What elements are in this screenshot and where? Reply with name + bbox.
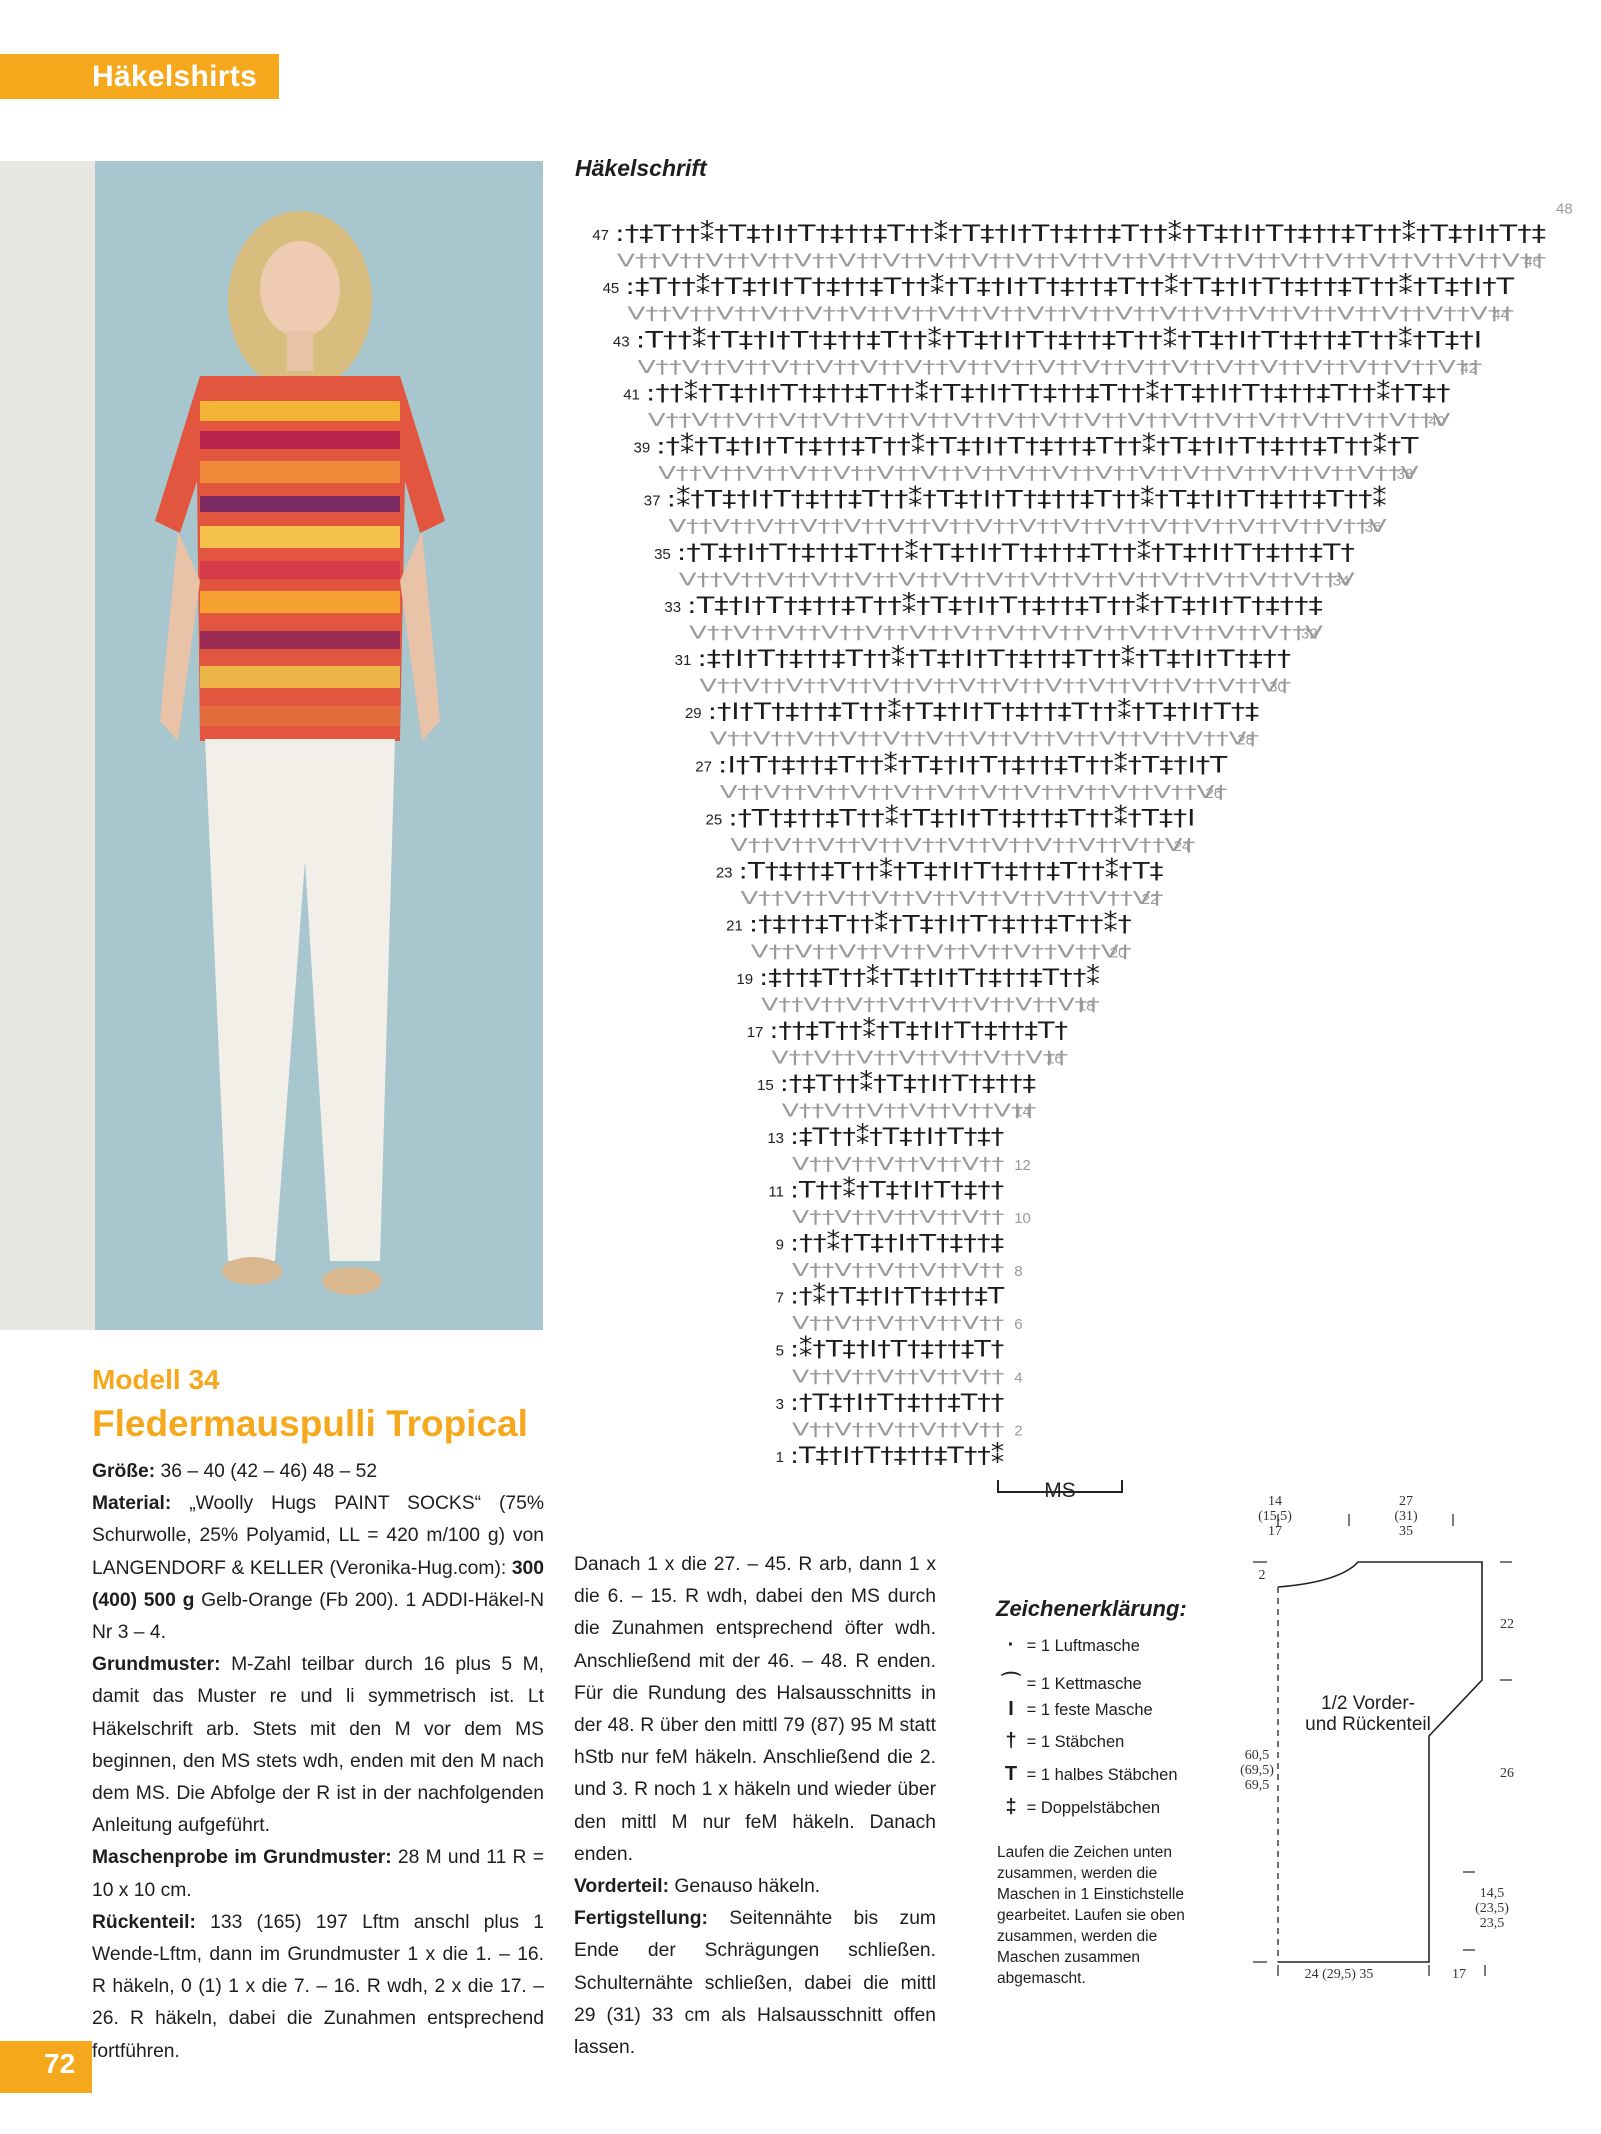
chart-stitch-row: :T‡†I†T†‡††‡T††⁑†T‡†I†T†‡††‡T††⁑†T‡†I†T†‡††‡ [687,593,1174,619]
chart-left-row-number: 7 [775,1289,784,1307]
chart-left-row-number: 23 [715,864,733,882]
chart-stitch-row: :††⁑†T‡†I†T†‡††‡T††⁑†T‡†I†T†‡††‡T††⁑†T‡†I†T†‡††‡T††⁑†T‡† [645,381,1270,407]
schem-bottom-width: 24 (29,5) 35 [1304,1967,1374,1982]
chart-title: Häkelschrift [575,155,707,181]
material-amount: 300 (400) 500 g [92,1557,544,1611]
schem-bottom-right: 17 [1452,1967,1466,1982]
crochet-chart [565,190,1573,1510]
chart-stitch-row: :†⁑†T‡†I†T†‡††‡T††⁑†T‡†I†T†‡††‡T††⁑†T‡†I†T†‡††‡T††⁑†T [656,434,1247,460]
chart-left-row-number: 3 [775,1395,784,1413]
size-paragraph [92,1456,544,1488]
material-text: „Woolly Hugs PAINT SOCKS“ (75% Schurwolle, 25% Polyamid, LL = 420 m/100 g) von LANGENDORF & KELLER (Veronika-Hug.com): [92,1493,544,1579]
chart-right-row-number: 22 [1141,891,1159,909]
chart-left-row-number: 29 [684,705,702,723]
size-text: 36 – 40 (42 – 46) 48 – 52 [155,1461,378,1482]
chart-right-row-number: 34 [1332,572,1350,590]
chart-stitch-row-even: ᐯ††ᐯ††ᐯ††ᐯ††ᐯ††ᐯ†† [781,1100,1037,1122]
material-paragraph [92,1488,544,1649]
chart-left-row-number: 1 [775,1449,784,1466]
legend-label: = 1 Kettmasche [1026,1675,1142,1693]
chart-stitch-rows [612,221,1546,1469]
back-text: 133 (165) 197 Lftm anschl plus 1 Wende-Lftm, dann im Grundmuster 1 x die 1. – 16. R häkeln, 0 (1) 1 x die 7. – 16. R wdh, 2 x die 17. – 26. R häkeln, dabei die Zunahmen entsprechend fortführen. [92,1911,544,2062]
back-label: Rückenteil: [92,1911,196,1933]
chart-stitch-row: :†⁑†T‡†I†T†‡††‡T [790,1284,966,1310]
chart-stitch-row: :T††⁑†T‡†I†T†‡†† [790,1178,966,1204]
chart-right-row-number: 48 [1556,200,1573,218]
pattern-text: M-Zahl teilbar durch 16 plus 5 M, damit das Muster re und li symmetrisch ist. Lt Häkelschrift arb. Stets mit den M vor dem MS beginnen, den MS stets wdh, enden mit den M nach dem MS. Die Abfolge der R ist in der nachfolgenden Anleitung aufgeführt. [92,1654,544,1837]
chart-right-row-number: 46 [1524,253,1541,271]
chart-left-row-number: 13 [767,1130,784,1148]
model-photo [0,161,543,1330]
legend-item-treble [1000,1796,1160,1819]
chart-left-row-number: 11 [768,1183,784,1201]
chart-stitch-row-even: ᐯ††ᐯ††ᐯ††ᐯ††ᐯ††ᐯ††ᐯ†† [771,1047,1068,1069]
chart-stitch-row-even: ᐯ††ᐯ††ᐯ††ᐯ††ᐯ††ᐯ††ᐯ††ᐯ††ᐯ††ᐯ††ᐯ† [730,835,1196,856]
chart-stitch-row-even: ᐯ††ᐯ††ᐯ††ᐯ††ᐯ††ᐯ††ᐯ††ᐯ††ᐯ††ᐯ††ᐯ††ᐯ††ᐯ††ᐯ††ᐯ [689,622,1324,644]
chart-stitch-row: :†T‡†I†T†‡††‡T†† [790,1390,1005,1416]
chart-stitch-row-even: ᐯ††ᐯ††ᐯ††ᐯ††ᐯ††ᐯ††ᐯ††ᐯ††ᐯ††ᐯ††ᐯ††ᐯ††ᐯ††ᐯ††ᐯ††ᐯ††ᐯ††ᐯ††ᐯ††ᐯ†† [627,303,1515,325]
chart-right-row-number: 42 [1460,359,1478,377]
front-paragraph [574,1871,936,1903]
chart-left-row-number: 17 [746,1023,764,1041]
chart-stitch-row: :‡T††⁑†T‡†I†T†‡† [790,1125,966,1151]
chart-stitch-row: :†‡††‡T††⁑†T‡†I†T†‡††‡T††⁑† [748,912,1048,938]
chart-right-row-number: 10 [1014,1209,1031,1227]
front-label: Vorderteil: [574,1876,669,1898]
single-crochet-icon: I [1008,1698,1014,1720]
chart-right-row-number: 16 [1046,1050,1063,1068]
chart-left-row-number: 31 [674,652,692,670]
pattern-paragraph [92,1649,544,1842]
back-paragraph [92,1907,544,2068]
legend-note: Laufen die Zeichen unten zusammen, werden die Maschen in 1 Einstichstelle gearbeitet. Laufen sie oben zusammen, werden die Maschen zusammen abgemascht. [997,1844,1185,1987]
chart-stitch-row: :‡†I†T†‡††‡T††⁑†T‡†I†T†‡††‡T††⁑†T‡†I†T†‡†† [697,647,1160,673]
chart-stitch-row-even: ᐯ††ᐯ††ᐯ††ᐯ††ᐯ††ᐯ††ᐯ††ᐯ††ᐯ††ᐯ††ᐯ††ᐯ††ᐯ††ᐯ††ᐯ††ᐯ††ᐯ [668,516,1388,538]
chart-stitch-row: :†T‡†I†T†‡††‡T††⁑†T‡†I†T†‡††‡T††⁑†T‡†I†T†‡††‡T† [676,540,1199,566]
chart-stitch-row-even: ᐯ††ᐯ††ᐯ††ᐯ††ᐯ††ᐯ††ᐯ††ᐯ††ᐯ††ᐯ††ᐯ††ᐯ††ᐯ††ᐯ††ᐯ††ᐯ††ᐯ††ᐯ††ᐯ [647,409,1452,431]
instructions-column-2 [574,1549,936,2064]
chart-left-row-number: 21 [726,917,743,935]
chart-stitch-row: :‡††‡T††⁑†T‡†I†T†‡††‡T††⁑ [759,965,1036,991]
legend-label: = 1 Stäbchen [1026,1733,1125,1751]
schem-title: 1/2 Vorder- und Rückenteil [1305,1693,1431,1735]
schem-top-right: 27 (31) 35 [1394,1494,1418,1539]
chart-right-row-number: 44 [1492,306,1509,324]
chart-right-row-number: 26 [1205,784,1223,802]
chart-left-row-number: 35 [654,545,671,563]
section-label [0,54,279,99]
chart-right-row-number: 4 [1014,1369,1023,1387]
chart-left-row-number: 43 [612,333,630,351]
instructions-column-1 [92,1456,544,2068]
chart-left-row-number: 37 [643,492,661,510]
chain-stitch-icon: · [1007,1634,1015,1656]
finishing-label: Fertigstellung: [574,1908,708,1930]
chart-left-row-number: 47 [592,227,609,244]
material-label: Material: [92,1493,172,1515]
chart-stitch-row-even: ᐯ††ᐯ††ᐯ††ᐯ††ᐯ††ᐯ††ᐯ††ᐯ††ᐯ††ᐯ††ᐯ††ᐯ††ᐯ††ᐯ† [699,675,1292,697]
legend-label: = Doppelstäbchen [1026,1799,1161,1817]
gauge-text: 28 M und 11 R = 10 x 10 cm. [92,1847,544,1901]
chart-stitch-row-even: ᐯ††ᐯ††ᐯ††ᐯ††ᐯ††ᐯ††ᐯ††ᐯ††ᐯ††ᐯ††ᐯ††ᐯ††ᐯ††ᐯ††ᐯ††ᐯ [678,569,1356,591]
legend-item-single [1000,1698,1153,1721]
chart-stitch-row: :T†‡††‡T††⁑†T‡†I†T†‡††‡T††⁑†T‡ [738,859,1076,885]
chart-stitch-row-even: ᐯ††ᐯ††ᐯ††ᐯ††ᐯ††ᐯ††ᐯ††ᐯ††ᐯ††ᐯ† [740,888,1164,910]
schem-neck-depth: 2 [1258,1568,1266,1583]
front-text: Genauso häkeln. [669,1876,821,1898]
photo-model-icon [0,161,543,1330]
chart-left-row-number: 25 [705,811,723,829]
page-number-text: 72 [44,2048,76,2079]
legend-item-slip [1000,1666,1142,1695]
chart-stitch-row-even: ᐯ††ᐯ††ᐯ††ᐯ††ᐯ††ᐯ††ᐯ††ᐯ††ᐯ††ᐯ††ᐯ††ᐯ††ᐯ† [709,728,1260,750]
chart-stitch-row-even: ᐯ††ᐯ††ᐯ††ᐯ††ᐯ†† [792,1419,1005,1441]
chart-stitch-row-even: ᐯ††ᐯ††ᐯ††ᐯ††ᐯ††ᐯ††ᐯ††ᐯ††ᐯ††ᐯ††ᐯ††ᐯ††ᐯ††ᐯ††ᐯ††ᐯ††ᐯ††ᐯ††ᐯ††ᐯ††ᐯ†† [617,250,1546,272]
chart-right-row-number: 6 [1014,1316,1023,1334]
half-double-crochet-icon: T [1004,1763,1018,1785]
chart-right-row-number: 18 [1077,997,1095,1015]
chart-stitch-row: :I†T†‡††‡T††⁑†T‡†I†T†‡††‡T††⁑†T‡†I†T [717,753,1114,779]
chart-stitch-row-even: ᐯ††ᐯ††ᐯ††ᐯ††ᐯ††ᐯ††ᐯ††ᐯ††ᐯ††ᐯ††ᐯ††ᐯ† [719,781,1228,803]
chart-left-row-number: 5 [775,1342,784,1360]
schem-shoulder-drop: 22 [1500,1617,1514,1632]
ms-label: MS [1044,1479,1076,1502]
legend-item-double [1000,1730,1124,1753]
legend-title: Zeichenerklärung: [996,1596,1187,1621]
chart-stitch-row-even: ᐯ††ᐯ††ᐯ††ᐯ††ᐯ†† [792,1366,1005,1388]
treble-crochet-icon: ‡ [1005,1796,1017,1818]
chart-left-row-number: 39 [633,439,651,457]
legend-item-chain [1000,1634,1140,1657]
chart-right-row-number: 8 [1014,1263,1023,1281]
model-label: Modell 34 [92,1364,220,1395]
gauge-paragraph [92,1842,544,1906]
chart-stitch-row: :⁑†T‡†I†T†‡††‡T† [790,1337,966,1363]
schem-sleeve-side: 26 [1500,1766,1514,1781]
section-label-text: Häkelshirts [92,60,258,93]
chart-stitch-row: :††‡T††⁑†T‡†I†T†‡††‡T† [769,1018,1014,1044]
schem-height-left: 60,5 (69,5) 69,5 [1240,1748,1274,1793]
chart-left-row-number: 15 [757,1077,774,1095]
chart-left-row-number: 27 [695,758,712,776]
chart-right-row-number: 36 [1364,519,1382,537]
chart-stitch-row: :T††⁑†T‡†I†T†‡††‡T††⁑†T‡†I†T†‡††‡T††⁑†T‡†I†T†‡††‡T††⁑†T‡†I [635,328,1279,354]
chart-stitch-row: :‡T††⁑†T‡†I†T†‡††‡T††⁑†T‡†I†T†‡††‡T††⁑†T‡†I†T†‡††‡T††⁑†T‡†I†T [625,275,1304,301]
material-rest: Gelb-Orange (Fb 200). 1 ADDI-Häkel-N Nr 3 – 4. [92,1589,544,1644]
continuation-paragraph: Danach 1 x die 27. – 45. R arb, dann 1 x die 6. – 15. R wdh, dabei den MS durch die Zunahmen entsprechend öfter wdh. Anschließend mit der 46. – 48. R enden. Für die Rundung des Halsausschnitts in der 48. R über den mittl 79 (87) 95 M statt hStb nur feM häkeln. Anschließend die 2. und 3. R noch 1 x häkeln und wieder über den mittl M nur feM häkeln. Danach enden. [574,1554,936,1865]
chart-stitch-row-even: ᐯ††ᐯ††ᐯ††ᐯ††ᐯ††ᐯ††ᐯ††ᐯ†† [761,994,1100,1016]
model-title: Fledermauspulli Tropical [92,1403,528,1444]
chart-stitch-row-even: ᐯ††ᐯ††ᐯ††ᐯ††ᐯ†† [792,1206,1005,1228]
chart-stitch-row: :†‡T††⁑†T‡†I†T†‡††‡ [779,1072,988,1098]
chart-stitch-row: :†‡T††⁑†T‡†I†T†‡††‡T††⁑†T‡†I†T†‡††‡T††⁑†T‡†I†T†‡††‡T††⁑†T‡†I†T†‡ [615,222,1327,247]
chart-stitch-row: :⁑†T‡†I†T†‡††‡T††⁑†T‡†I†T†‡††‡T††⁑†T‡†I†T†‡††‡T††⁑ [666,487,1222,513]
page-number [0,2041,92,2093]
legend-label: = 1 Luftmasche [1026,1637,1140,1655]
chart-left-row-number: 45 [602,280,620,298]
chart-stitch-row: :T‡†I†T†‡††‡T††⁑ [790,1444,966,1469]
pattern-label: Grundmuster: [92,1654,221,1676]
double-crochet-icon: † [1005,1730,1017,1752]
chart-right-row-number: 2 [1014,1422,1023,1440]
chart-stitch-row-even: ᐯ††ᐯ††ᐯ††ᐯ††ᐯ†† [792,1260,1005,1282]
chart-right-row-number: 20 [1109,944,1127,962]
size-label: Größe: [92,1461,156,1482]
finishing-text: Seitennähte bis zum Ende der Schrägungen schließen. Schulternähte schließen, dabei die mittl 29 (31) 33 cm als Halsausschnitt offen lassen. [574,1908,936,2059]
chart-stitch-row: :†I†T†‡††‡T††⁑†T‡†I†T†‡††‡T††⁑†T‡†I†T†‡ [707,700,1137,726]
chart-left-row-number: 9 [775,1236,784,1254]
schem-top-left: 14 (15,5) 17 [1258,1494,1292,1539]
legend-label: = 1 feste Masche [1026,1701,1153,1719]
chart-stitch-row: :†T†‡††‡T††⁑†T‡†I†T†‡††‡T††⁑†T‡†I [728,806,1094,832]
legend-label: = 1 halbes Stäbchen [1026,1766,1178,1784]
chart-left-row-number: 41 [623,386,640,404]
chart-right-row-number: 40 [1428,412,1446,430]
chart-right-row-number: 38 [1396,466,1414,484]
garment-schematic [1150,1490,1530,2010]
gauge-label: Maschenprobe im Grundmuster: [92,1847,392,1869]
chart-stitch-row-even: ᐯ††ᐯ††ᐯ††ᐯ††ᐯ††ᐯ††ᐯ††ᐯ††ᐯ††ᐯ††ᐯ††ᐯ††ᐯ††ᐯ††ᐯ††ᐯ††ᐯ††ᐯ [658,463,1420,485]
chart-right-row-number: 30 [1269,678,1286,696]
chart-right-row-number: 28 [1237,731,1254,749]
chart-stitch-row-even: ᐯ††ᐯ††ᐯ††ᐯ††ᐯ†† [792,1313,1005,1335]
chart-right-row-number: 12 [1014,1156,1031,1174]
chart-stitch-row-even: ᐯ††ᐯ††ᐯ††ᐯ††ᐯ†† [792,1153,1005,1175]
chart-right-row-number: 32 [1301,625,1318,643]
chart-left-row-number: 19 [736,970,754,988]
schem-lower-side: 14,5 (23,5) 23,5 [1475,1886,1509,1931]
chart-stitch-row: :††⁑†T‡†I†T†‡††‡ [790,1231,963,1257]
chart-left-row-number: 33 [664,598,682,616]
chart-stitch-row-even: ᐯ††ᐯ††ᐯ††ᐯ††ᐯ††ᐯ††ᐯ††ᐯ††ᐯ††ᐯ††ᐯ††ᐯ††ᐯ††ᐯ††ᐯ††ᐯ††ᐯ††ᐯ††ᐯ†† [637,356,1483,378]
chart-stitch-row-even: ᐯ††ᐯ††ᐯ††ᐯ††ᐯ††ᐯ††ᐯ††ᐯ††ᐯ† [750,941,1132,963]
slip-stitch-icon: ⌒ [1001,1672,1021,1694]
chart-right-row-number: 14 [1014,1103,1031,1121]
finishing-paragraph [574,1903,936,2064]
chart-right-row-number: 24 [1173,838,1191,855]
